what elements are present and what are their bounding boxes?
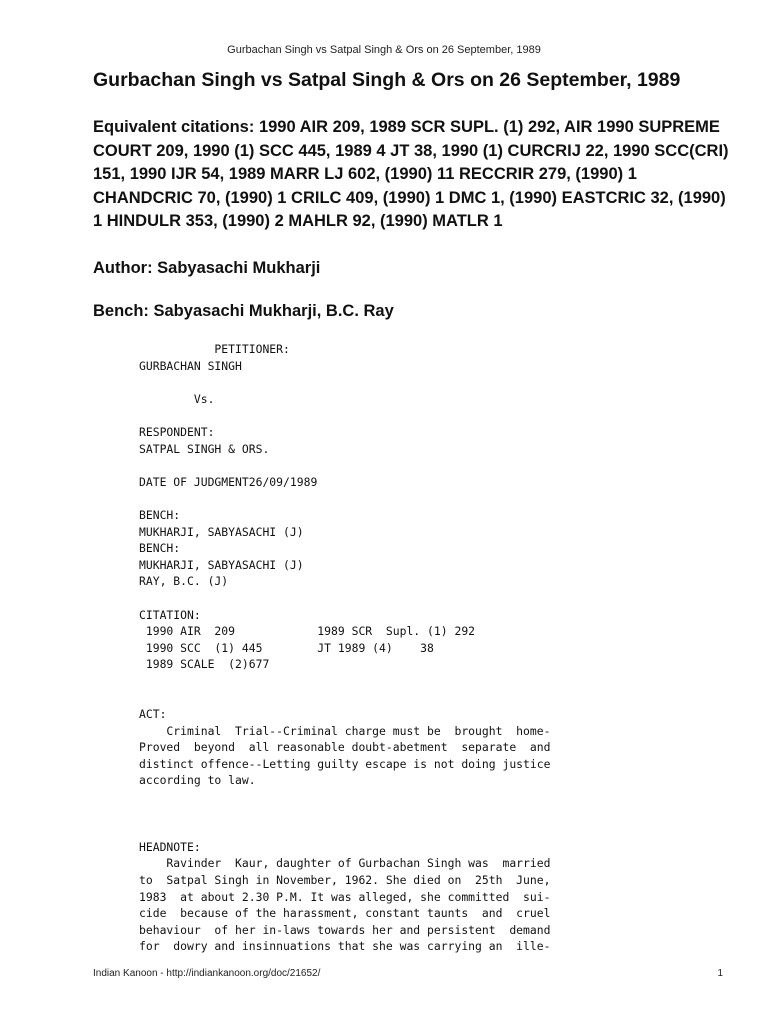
page-footer [93,968,723,979]
footer-source-link[interactable]: Indian Kanoon - http://indiankanoon.org/doc/21652/ [93,968,321,979]
equivalent-citations: Equivalent citations: 1990 AIR 209, 1989 SCR SUPL. (1) 292, AIR 1990 SUPREME COURT 209, 1990 (1) SCC 445, 1989 4 JT 38, 1990 (1) CURCRIJ 22, 1990 SCC(CRI) 151, 1990 IJR 54, 1989 MARR LJ 602, (1990) 11 RECCRIR 279, (1990) 1 CHANDCRIC 70, (1990) 1 CRILC 409, (1990) 1 DMC 1, (1990) EASTCRIC 32, (1990) 1 HINDULR 353, (1990) 2 MAHLR 92, (1990) MATLR 1 [93,118,729,230]
author-line: Author: Sabyasachi Mukharji [93,259,321,277]
judgment-body: PETITIONER: GURBACHAN SINGH Vs. RESPONDENT: SATPAL SINGH & ORS. DATE OF JUDGMENT26/09/1989 BENCH: MUKHARJI, SABYASACHI (J) BENCH: MUKHARJI, SABYASACHI (J) RAY, B.C. (J) CITATION: 1990 AIR 209 1989 SCR Supl. (1) 292 1990 SCC (1) 445 JT 1989 (4) 38 1989 SCALE (2)677 ACT: Criminal Trial--Criminal charge must be brought home- Proved beyond all reasonable doubt-abetment separate and distinct offence--Letting guilty escape is not doing justice according to law. HEADNOTE: Ravinder Kaur, daughter of Gurbachan Singh was married to Satpal Singh in November, 1962. She died on 25th June, 1983 at about 2.30 P.M. It was alleged, she committed sui- cide because of the harassment, constant taunts and cruel behaviour of her in-laws towards her and persistent demand for dowry and insinnuations that she was carrying an ille- [139,342,551,954]
bench-line: Bench: Sabyasachi Mukharji, B.C. Ray [93,302,394,320]
running-header: Gurbachan Singh vs Satpal Singh & Ors on 26 September, 1989 [227,44,541,56]
page-number: 1 [717,968,723,979]
page-title: Gurbachan Singh vs Satpal Singh & Ors on 26 September, 1989 [93,69,681,91]
